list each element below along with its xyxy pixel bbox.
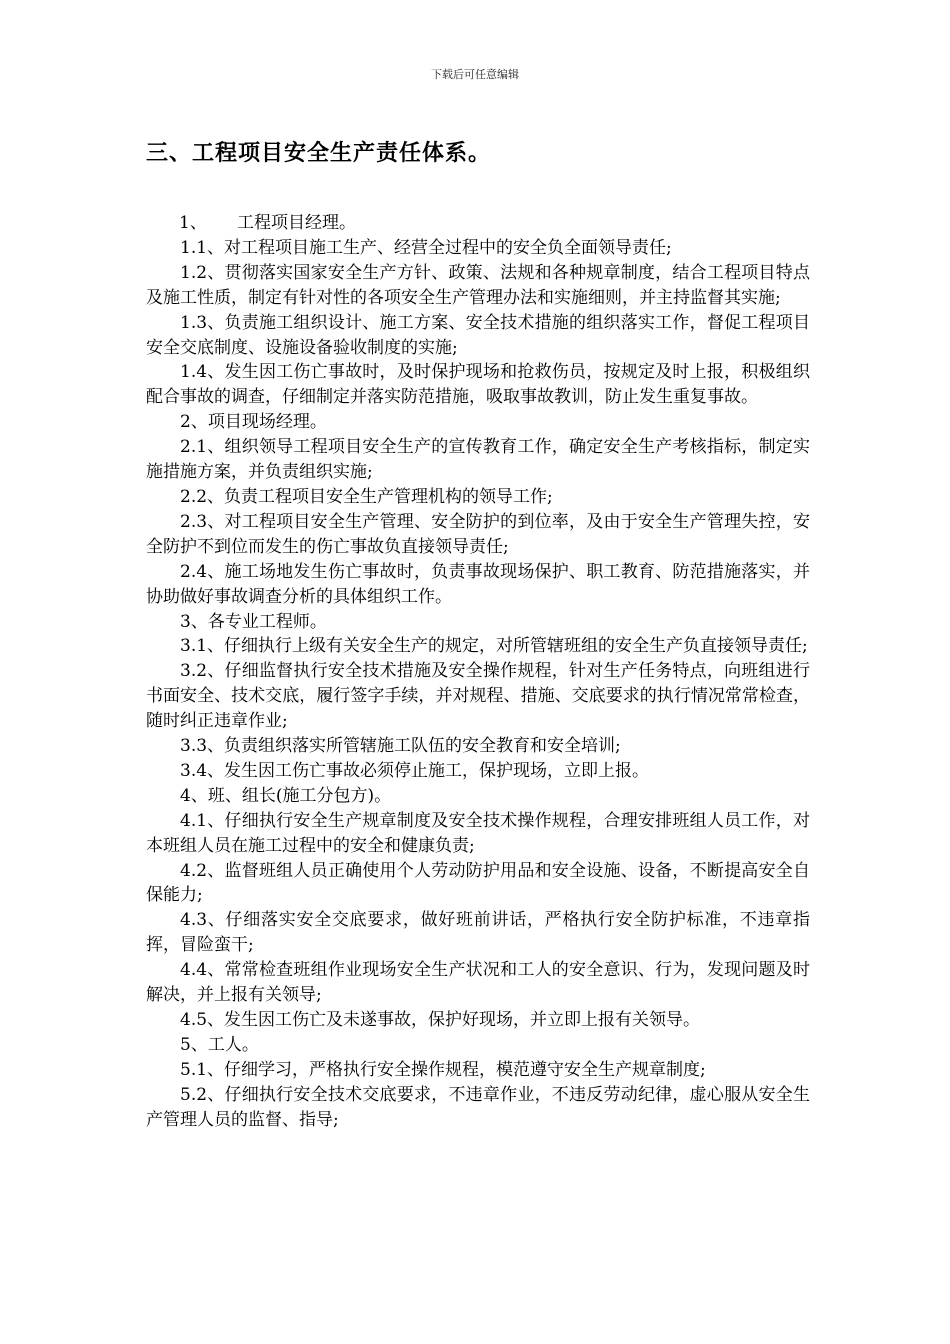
paragraph: 3.3、负责组织落实所管辖施工队伍的安全教育和安全培训; xyxy=(180,736,621,757)
paragraph: 5、工人。 xyxy=(180,1034,259,1055)
section-title: 三、工程项目安全生产责任体系。 xyxy=(146,140,492,166)
paragraph: 4.5、发生因工伤亡及未遂事故，保护好现场，并立即上报有关领导。 xyxy=(180,1010,701,1030)
paragraph: 3.2、仔细监督执行安全技术措施及安全操作规程，针对生产任务特点，向班组进行书面安全、技术交底，履行签字手续，并对规程、措施、交底要求的执行情况常常检查，随时纠正违章作业; xyxy=(146,661,810,732)
paragraph: 1.1、对工程项目施工生产、经营全过程中的安全负全面领导责任; xyxy=(180,237,672,258)
list-item-text: 工程项目经理。 xyxy=(237,213,356,233)
paragraph: 2.2、负责工程项目安全生产管理机构的领导工作; xyxy=(180,486,553,507)
paragraph: 3.4、发生因工伤亡事故必须停止施工，保护现场，立即上报。 xyxy=(180,760,650,781)
paragraph: 1.4、发生因工伤亡事故时，及时保护现场和抢救伤员，按规定及时上报，积极组织配合事故的调查，仔细制定并落实防范措施，吸取事故教训，防止发生重复事故。 xyxy=(146,362,810,408)
list-item-number: 1、 xyxy=(179,213,207,233)
paragraph: 4、班、组长(施工分包方)。 xyxy=(180,785,392,806)
paragraph: 2.4、施工场地发生伤亡事故时，负责事故现场保护、职工教育、防范措施落实，并协助做好事故调查分析的具体组织工作。 xyxy=(146,561,810,607)
paragraph: 4.2、监督班组人员正确使用个人劳动防护用品和安全设施、设备，不断提高安全自保能力; xyxy=(146,860,810,906)
paragraph: 3、各专业工程师。 xyxy=(180,611,327,632)
paragraph: 4.4、常常检查班组作业现场安全生产状况和工人的安全意识、行为，发现问题及时解决，并上报有关领导; xyxy=(146,960,810,1006)
paragraph: 3.1、仔细执行上级有关安全生产的规定，对所管辖班组的安全生产负直接领导责任; xyxy=(180,636,808,657)
paragraph: 5.2、仔细执行安全技术交底要求，不违章作业，不违反劳动纪律，虚心服从安全生产管理人员的监督、指导; xyxy=(146,1084,810,1130)
paragraph: 5.1、仔细学习，严格执行安全操作规程，模范遵守安全生产规章制度; xyxy=(180,1059,706,1080)
header-note: 下载后可任意编辑 xyxy=(431,68,519,81)
paragraph: 4.1、仔细执行安全生产规章制度及安全技术操作规程，合理安排班组人员工作，对本班组人员在施工过程中的安全和健康负责; xyxy=(146,810,810,856)
paragraph: 2.3、对工程项目安全生产管理、安全防护的到位率，及由于安全生产管理失控，安全防护不到位而发生的伤亡事故负直接领导责任; xyxy=(146,511,810,557)
paragraph: 4.3、仔细落实安全交底要求，做好班前讲话，严格执行安全防护标准，不违章指挥，冒险蛮干; xyxy=(146,910,810,956)
list-item-1 xyxy=(146,211,810,236)
paragraph: 2.1、组织领导工程项目安全生产的宣传教育工作，确定安全生产考核指标，制定实施措施方案，并负责组织实施; xyxy=(146,437,810,483)
paragraph: 1.2、贯彻落实国家安全生产方针、政策、法规和各种规章制度，结合工程项目特点及施工性质，制定有针对性的各项安全生产管理办法和实施细则，并主持监督其实施; xyxy=(146,262,810,308)
paragraph: 1.3、负责施工组织设计、施工方案、安全技术措施的组织落实工作，督促工程项目安全交底制度、设施设备验收制度的实施; xyxy=(146,312,810,358)
paragraph: 2、项目现场经理。 xyxy=(180,412,327,433)
document-body xyxy=(146,211,810,1133)
